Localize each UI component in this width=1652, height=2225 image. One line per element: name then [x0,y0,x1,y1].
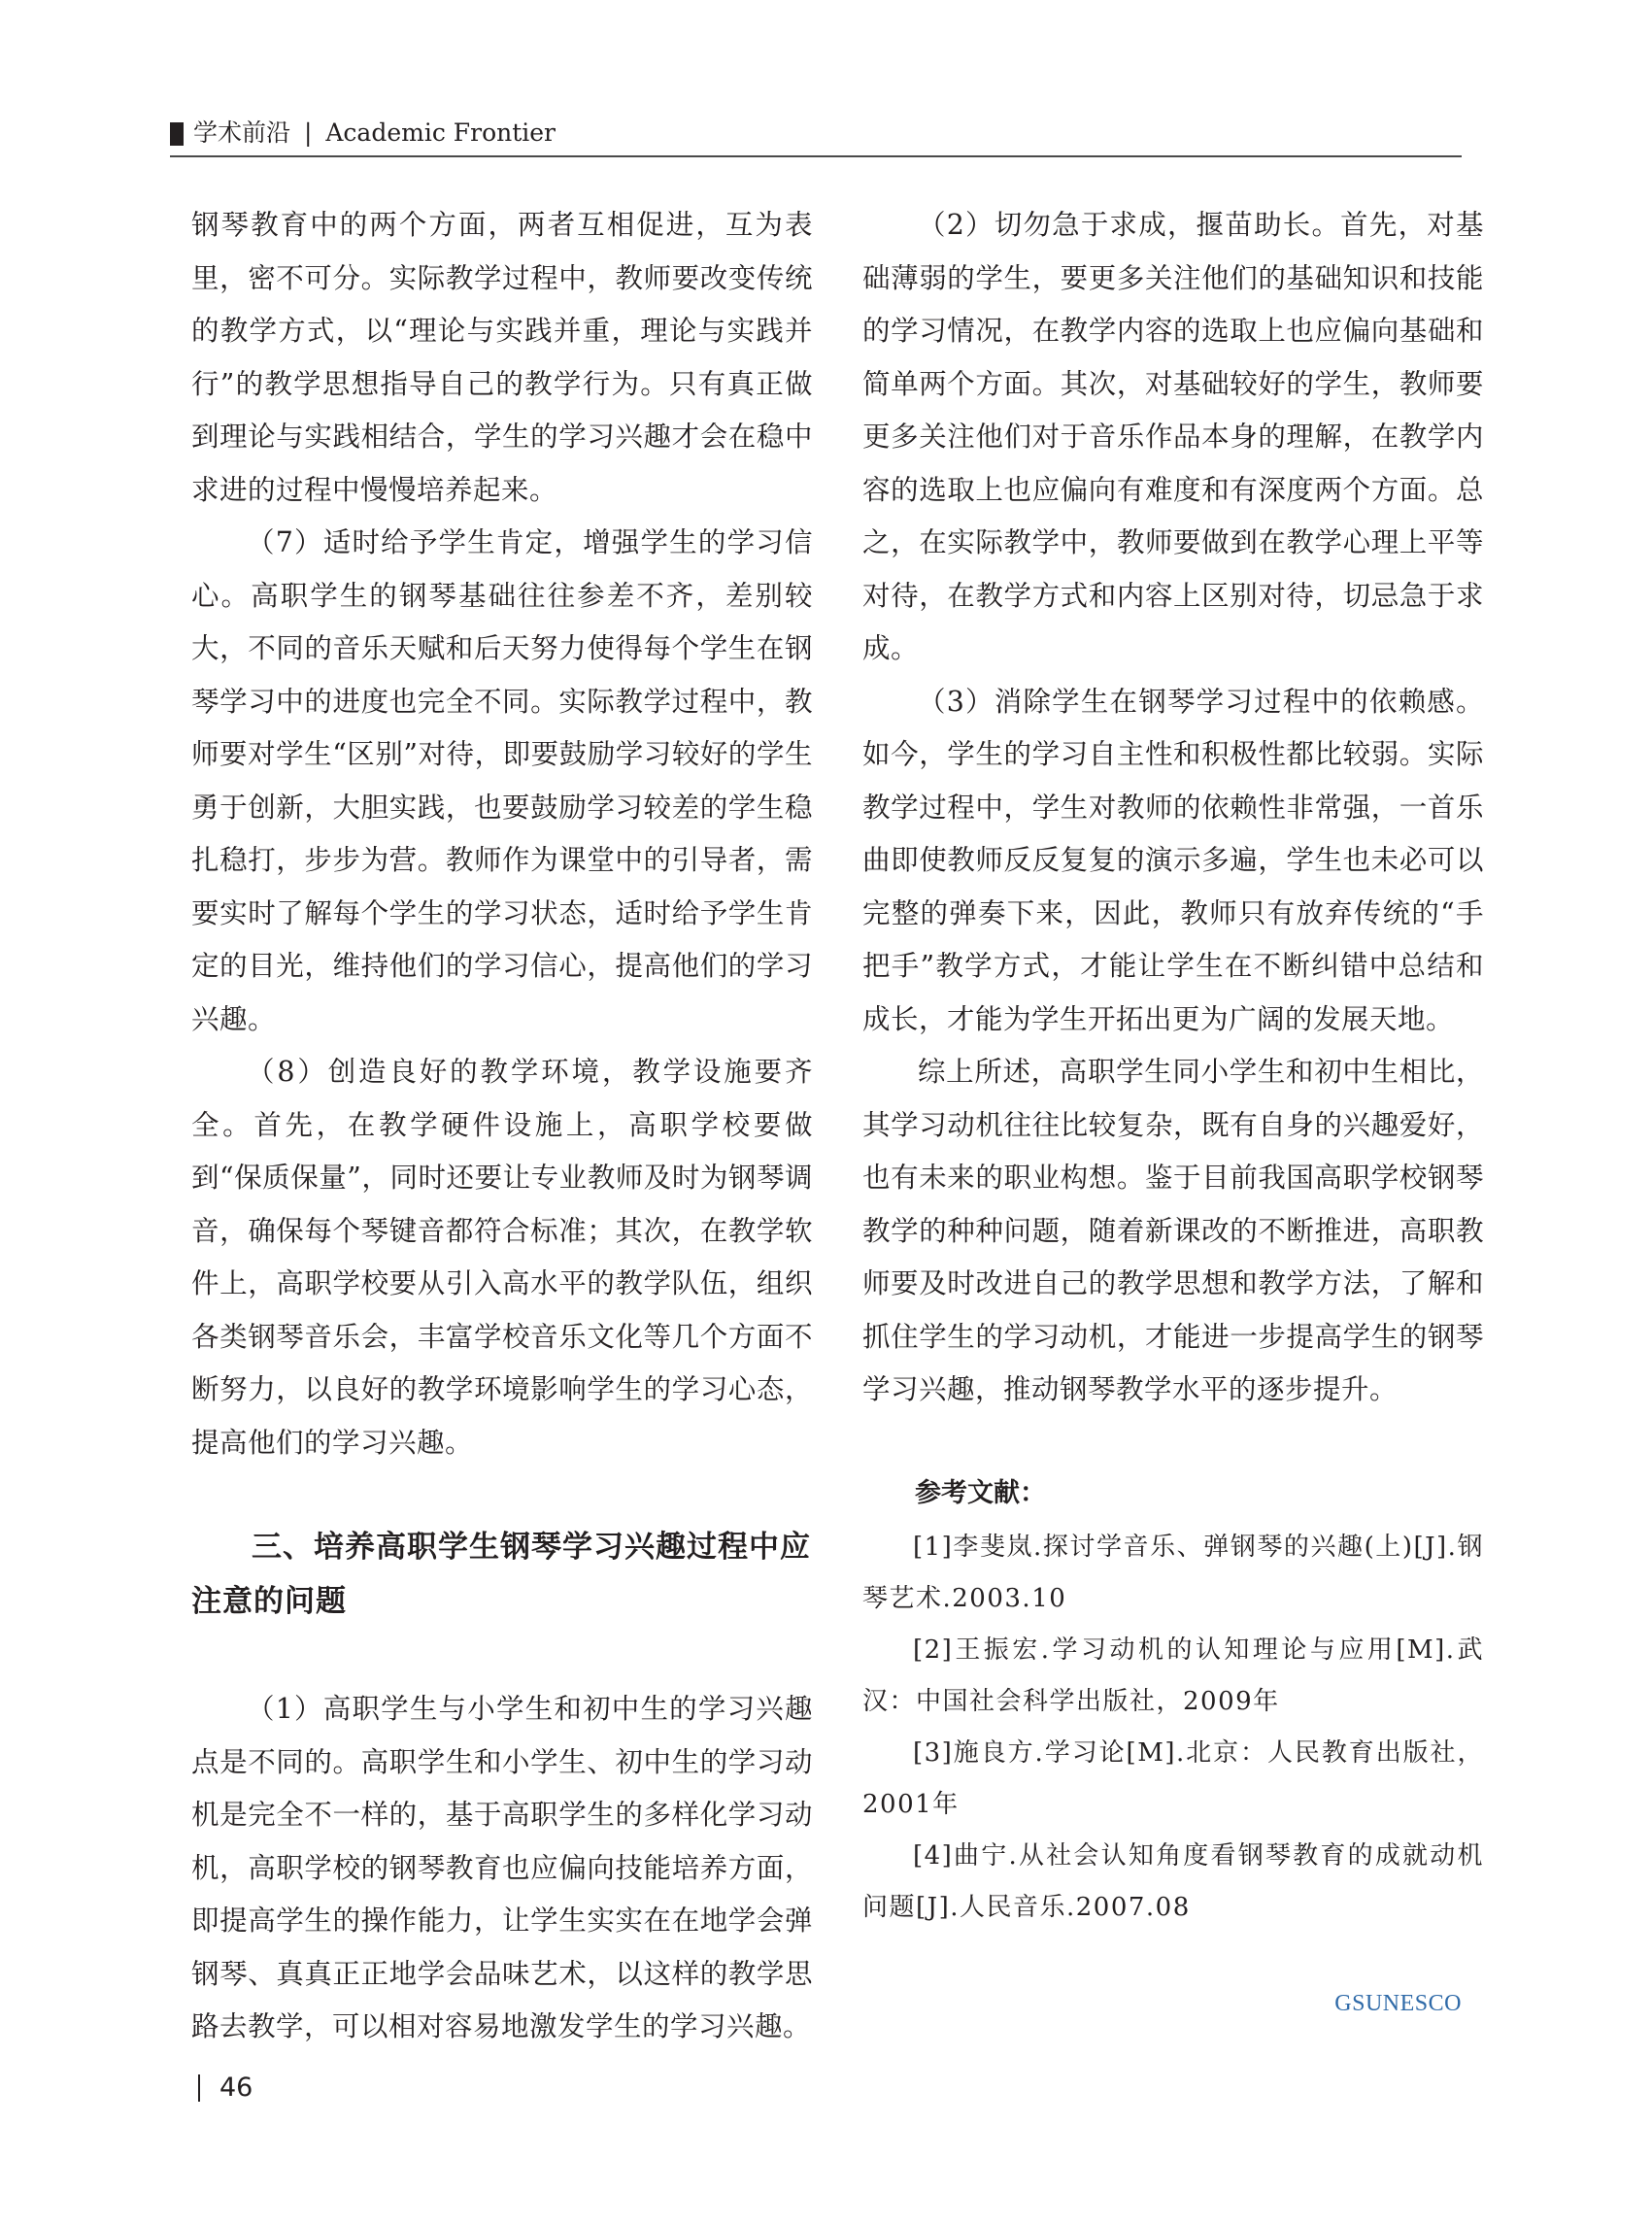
section-title: 三、培养高职学生钢琴学习兴趣过程中应注意的问题 [191,1530,811,1619]
header-marker-block [170,122,184,146]
body-paragraph: （7）适时给予学生肯定，增强学生的学习信心。高职学生的钢琴基础往往参差不齐，差别较大，不同的音乐天赋和后天努力使得每个学生在钢琴学习中的进度也完全不同。实际教学过程中，教师要对学生“区别”对待，即要鼓励学习较好的学生勇于创新，大胆实践，也要鼓励学习较差的学生稳扎稳打，步步为营。教师作为课堂中的引导者，需要实时了解每个学生的学习状态，适时给予学生肯定的目光，维持他们的学习信心，提高他们的学习兴趣。 [191,526,813,1035]
header-title: 学术前沿 [193,118,291,147]
reference-item: [3]施良方.学习论[M].北京：人民教育出版社，2001年 [862,1737,1484,1819]
page-number: 46 [219,2073,253,2103]
body-paragraph: （8）创造良好的教学环境，教学设施要齐全。首先，在教学硬件设施上，高职学校要做到“保质保量”，同时还要让专业教师及时为钢琴调音，确保每个琴键音都符合标准；其次，在教学软件上，高职学校要从引入高水平的教学队伍，组织各类钢琴音乐会，丰富学校音乐文化等几个方面不断努力，以良好的教学环境影响学生的学习心态，提高他们的学习兴趣。 [191,1056,813,1459]
references-heading: 参考文献： [915,1477,1046,1508]
footer-divider [198,2074,200,2102]
running-header [170,115,1462,157]
body-paragraph: （1）高职学生与小学生和初中生的学习兴趣点是不同的。高职学生和小学生、初中生的学习动机是完全不一样的，基于高职学生的多样化学习动机，高职学校的钢琴教育也应偏向技能培养方面，即提高学生的操作能力，让学生实实在在地学会弹钢琴、真真正正地学会品味艺术，以这样的教学思路去教学，可以相对容易地激发学生的学习兴趣。 [191,1693,813,2042]
reference-item: [1]李斐岚.探讨学音乐、弹钢琴的兴趣(上)[J].钢琴艺术.2003.10 [862,1532,1484,1613]
body-paragraph: （2）切勿急于求成，揠苗助长。首先，对基础薄弱的学生，要更多关注他们的基础知识和技能的学习情况，在教学内容的选取上也应偏向基础和简单两个方面。其次，对基础较好的学生，教师要更多关注他们对于音乐作品本身的理解，在教学内容的选取上也应偏向有难度和有深度两个方面。总之，在实际教学中，教师要做到在教学心理上平等对待，在教学方式和内容上区别对待，切忌急于求成。 [862,209,1484,664]
header-separator: | [303,118,313,147]
reference-item: [2]王振宏.学习动机的认知理论与应用[M].武汉：中国社会科学出版社，2009年 [862,1635,1484,1716]
left-column [191,199,813,2054]
body-paragraph: 钢琴教育中的两个方面，两者互相促进，互为表里，密不可分。实际教学过程中，教师要改变传统的教学方式，以“理论与实践并重，理论与实践并行”的教学思想指导自己的教学行为。只有真正做到理论与实践相结合，学生的学习兴趣才会在稳中求进的过程中慢慢培养起来。 [191,209,813,506]
header-subtitle: Academic Frontier [325,118,556,147]
body-paragraph: （3）消除学生在钢琴学习过程中的依赖感。如今，学生的学习自主性和积极性都比较弱。实际教学过程中，学生对教师的依赖性非常强，一首乐曲即使教师反反复复的演示多遍，学生也未必可以完整的弹奏下来，因此，教师只有放弃传统的“手把手”教学方式，才能让学生在不断纠错中总结和成长，才能为学生开拓出更为广阔的发展天地。 [862,685,1484,1035]
reference-item: [4]曲宁.从社会认知角度看钢琴教育的成就动机问题[J].人民音乐.2007.08 [862,1840,1484,1922]
body-paragraph: 综上所述，高职学生同小学生和初中生相比，其学习动机往往比较复杂，既有自身的兴趣爱好，也有未来的职业构想。鉴于目前我国高职学校钢琴教学的种种问题，随着新课改的不断推进，高职教师要及时改进自己的教学思想和教学方法，了解和抓住学生的学习动机，才能进一步提高学生的钢琴学习兴趣，推动钢琴教学水平的逐步提升。 [862,1056,1484,1405]
right-column [862,199,1484,1934]
header-text [193,117,556,150]
journal-mark: GSUNESCO [1334,1991,1462,2016]
